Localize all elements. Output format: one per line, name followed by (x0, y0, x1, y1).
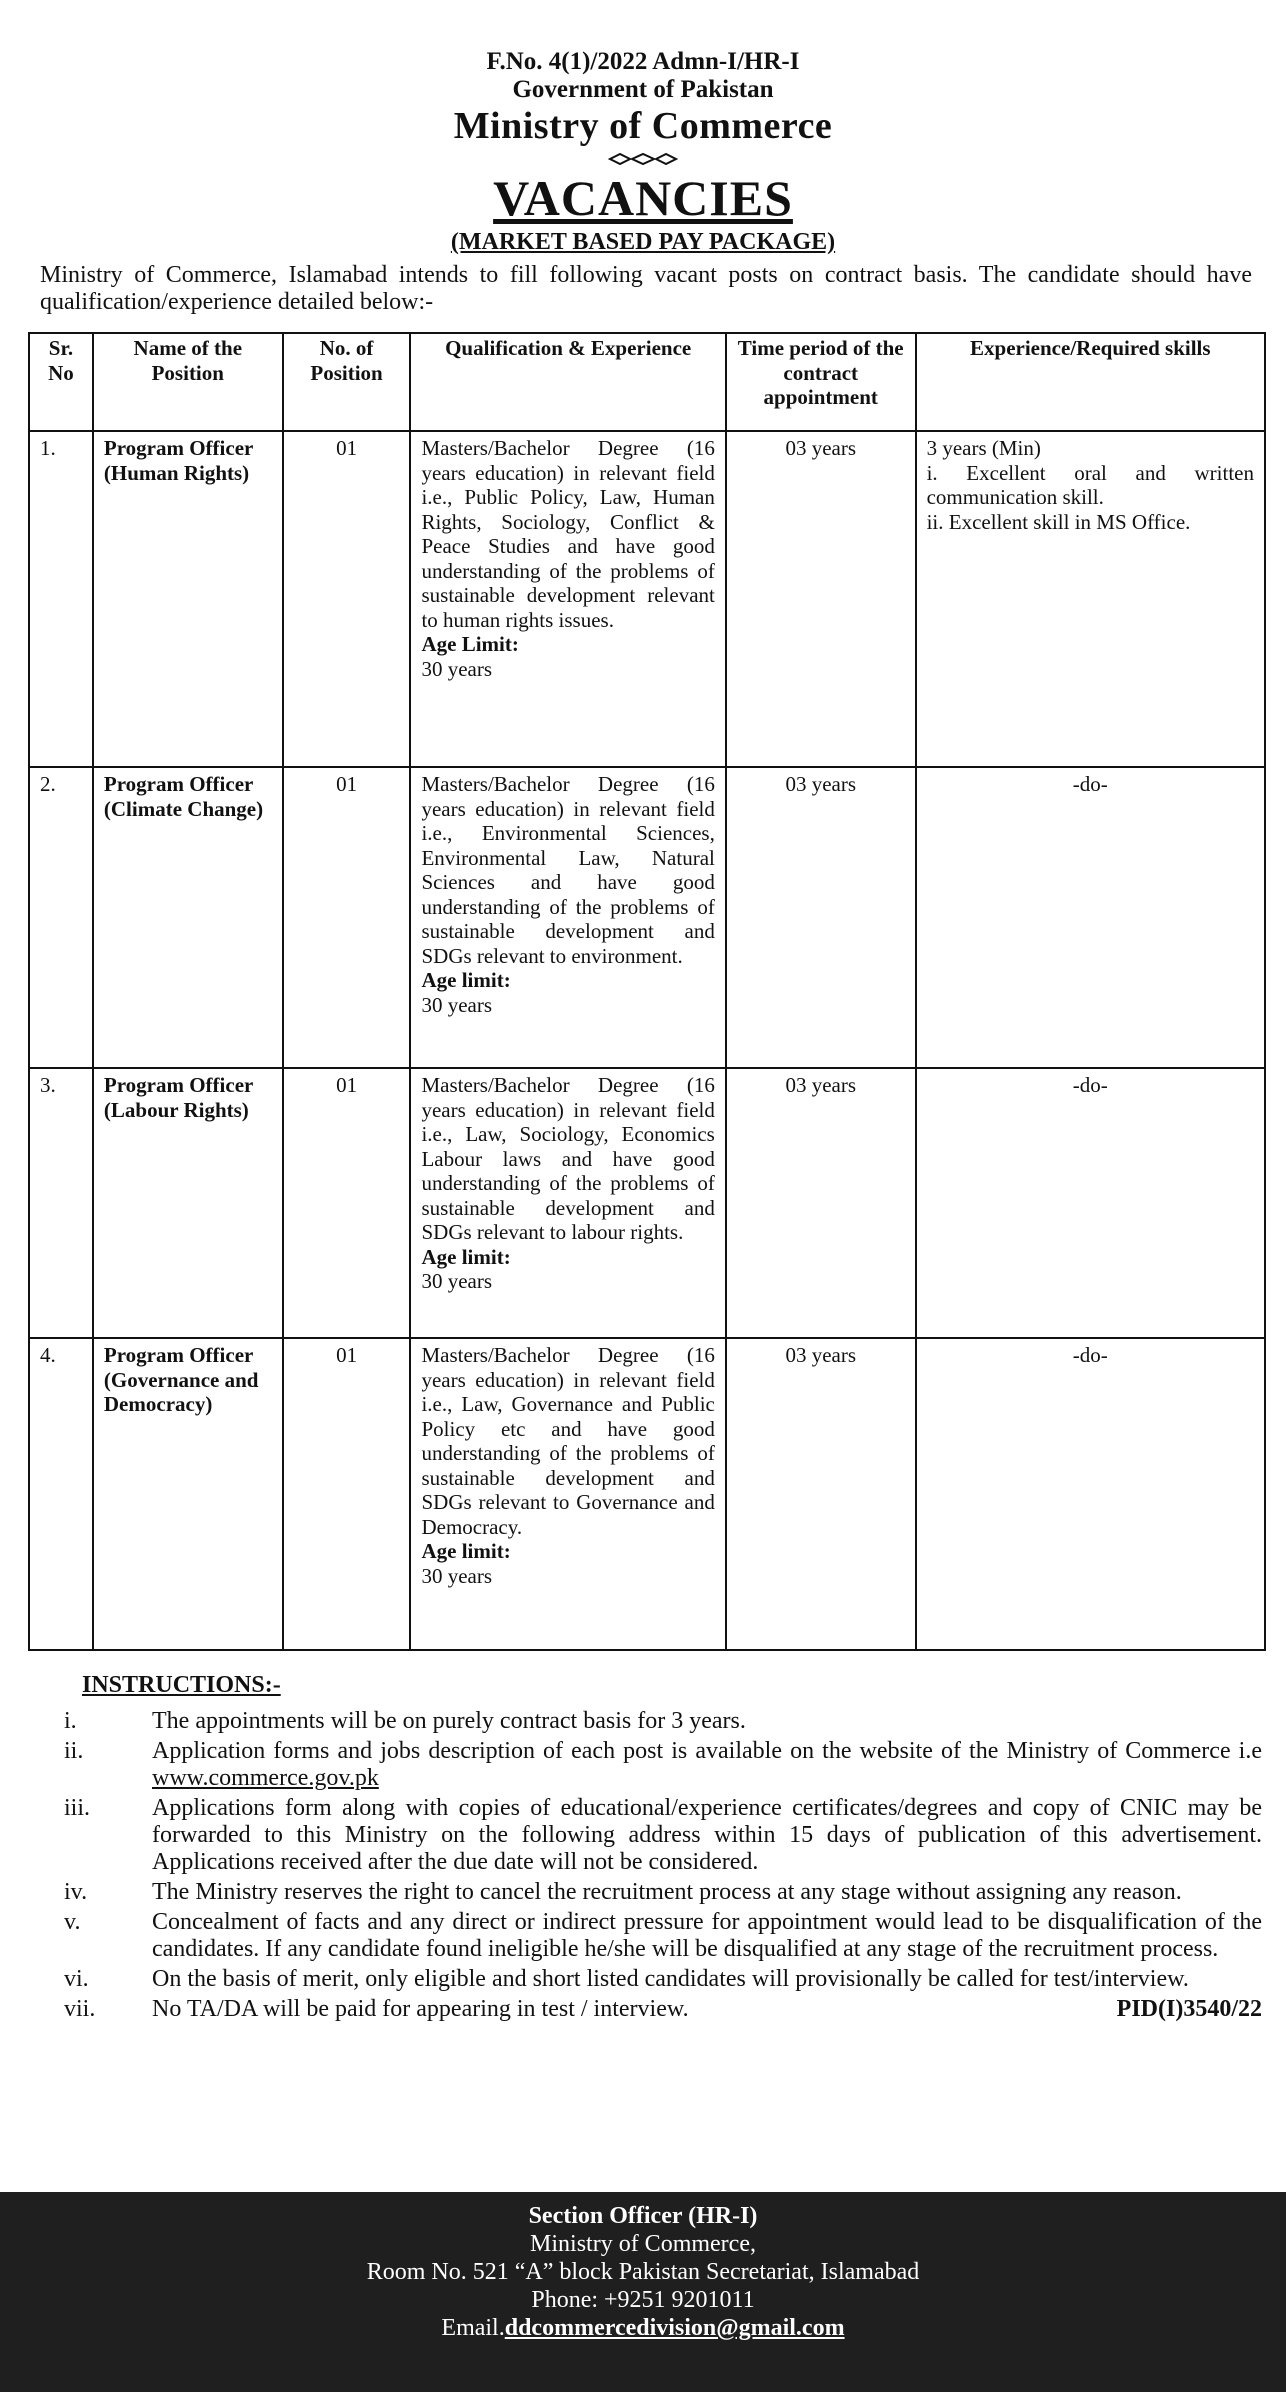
experience-skill-1: i. Excellent oral and written communication skill. (926, 460, 1254, 509)
page-subtitle: (MARKET BASED PAY PACKAGE) (450, 229, 836, 255)
row-time-period: 03 years (726, 767, 916, 1068)
row-qualification (410, 1068, 725, 1338)
header-position-count: No. of Position (283, 333, 411, 431)
row-experience (916, 431, 1265, 767)
instruction-number: iii. (64, 1795, 91, 1821)
row-position-count: 01 (283, 1338, 411, 1650)
row-experience: -do- (916, 1338, 1265, 1650)
row-position-name: Program Officer (Labour Rights) (93, 1068, 283, 1338)
age-limit-value: 30 years (421, 1269, 493, 1293)
age-limit-label: Age limit: (421, 1539, 511, 1563)
header-sr-no: Sr. No (29, 333, 93, 431)
row-position-count: 01 (283, 431, 411, 767)
table-row (29, 1068, 1265, 1338)
row-experience: -do- (916, 1068, 1265, 1338)
list-item (62, 1738, 1262, 1792)
age-limit-value: 30 years (421, 992, 493, 1017)
instruction-number: ii. (64, 1738, 84, 1764)
qualification-text: Masters/Bachelor Degree (16 years education) in relevant field i.e., Law, Sociology, Economics Labour laws and have good understanding of the problems of sustainable development and SDGs relevant to labour rights. (421, 1073, 715, 1244)
qualification-text: Masters/Bachelor Degree (16 years education) in relevant field i.e., Public Policy, Law, Human Rights, Sociology, Conflict & Peace Studies and have good understanding of the problems of sustainable development relevant to human rights issues. (421, 436, 715, 632)
header-experience: Experience/Required skills (916, 333, 1265, 431)
instruction-text (152, 1738, 1262, 1792)
row-time-period: 03 years (726, 431, 916, 767)
table-row (29, 431, 1265, 767)
row-sr-no: 1. (29, 431, 93, 767)
page-title: VACANCIES (493, 170, 793, 226)
experience-min: 3 years (Min) (926, 436, 1041, 460)
list-item (62, 1966, 1262, 1993)
table-header-row (29, 333, 1265, 431)
instruction-text-body: Application forms and jobs description of each post is available on the website of the Ministry of Commerce i.e (152, 1738, 1262, 1764)
table-row (29, 1338, 1265, 1650)
experience-skill-2: ii. Excellent skill in MS Office. (926, 509, 1191, 534)
row-position-name: Program Officer (Climate Change) (93, 767, 283, 1068)
instruction-text: Applications form along with copies of educational/experience certificates/degrees and copy of CNIC may be forwarded to this Ministry on the following address within 15 days of publication of this advertisement. Applications received after the due date will not be considered. (152, 1795, 1262, 1875)
list-item (62, 1909, 1262, 1963)
age-limit-label: Age limit: (421, 968, 511, 992)
instruction-number: vi. (64, 1966, 89, 1992)
row-experience: -do- (916, 767, 1265, 1068)
age-limit-value: 30 years (421, 656, 493, 681)
contact-footer (0, 2192, 1286, 2392)
instruction-text: Concealment of facts and any direct or indirect pressure for appointment would lead to be disqualification of the candidates. If any candidate found ineligible he/she will be disqualified at any stage of the recruitment process. (152, 1909, 1262, 1962)
instruction-text-body: No TA/DA will be paid for appearing in test / interview. (152, 1996, 689, 2022)
footer-address: Room No. 521 “A” block Pakistan Secretariat, Islamabad (366, 2259, 920, 2285)
instructions-title: INSTRUCTIONS:- (82, 1672, 281, 1698)
row-qualification (410, 767, 725, 1068)
qualification-text: Masters/Bachelor Degree (16 years education) in relevant field i.e., Environmental Sciences, Environmental Law, Natural Sciences and have good understanding of the problems of sustainable development and SDGs relevant to environment. (421, 772, 715, 968)
ministry-name: Ministry of Commerce (453, 105, 833, 147)
list-item (62, 1996, 1262, 2023)
instructions-list (62, 1708, 1262, 2026)
row-position-count: 01 (283, 767, 411, 1068)
ornament-icon (0, 148, 1286, 170)
row-sr-no: 2. (29, 767, 93, 1068)
age-limit-value: 30 years (421, 1563, 493, 1588)
header-qualification: Qualification & Experience (410, 333, 725, 431)
row-sr-no: 4. (29, 1338, 93, 1650)
footer-phone: Phone: +9251 9201011 (531, 2287, 755, 2313)
footer-email (0, 2314, 1286, 2342)
instruction-number: vii. (64, 1996, 96, 2022)
email-label: Email. (441, 2315, 505, 2341)
age-limit-label: Age limit: (421, 1244, 511, 1269)
qualification-text: Masters/Bachelor Degree (16 years education) in relevant field i.e., Law, Governance and Public Policy etc and have good understanding of the problems of sustainable development and SDGs relevant to Governance and Democracy. (421, 1343, 715, 1539)
intro-paragraph: Ministry of Commerce, Islamabad intends to fill following vacant posts on contract basis. The candidate should have qualification/experience detailed below:- (40, 262, 1252, 315)
row-position-name: Program Officer (Human Rights) (93, 431, 283, 767)
list-item (62, 1708, 1262, 1735)
government-name: Government of Pakistan (512, 76, 774, 103)
row-qualification (410, 431, 725, 767)
row-qualification (410, 1338, 725, 1650)
age-limit-label: Age Limit: (421, 632, 519, 656)
instruction-number: v. (64, 1909, 81, 1935)
instruction-text: On the basis of merit, only eligible and short listed candidates will provisionally be called for test/interview. (152, 1966, 1189, 1992)
file-number: F.No. 4(1)/2022 Admn-I/HR-I (486, 48, 800, 75)
footer-ministry: Ministry of Commerce, (530, 2231, 756, 2257)
table-row (29, 767, 1265, 1068)
instruction-text: The Ministry reserves the right to cancel the recruitment process at any stage without assigning any reason. (152, 1879, 1182, 1905)
list-item (62, 1879, 1262, 1906)
instruction-number: iv. (64, 1879, 88, 1905)
row-position-count: 01 (283, 1068, 411, 1338)
instruction-number: i. (64, 1708, 77, 1734)
email-link[interactable]: ddcommercedivision@gmail.com (504, 2315, 845, 2341)
row-time-period: 03 years (726, 1068, 916, 1338)
footer-title: Section Officer (HR-I) (528, 2203, 758, 2229)
header-position-name: Name of the Position (93, 333, 283, 431)
header-time-period: Time period of the contract appointment (726, 333, 916, 431)
row-position-name: Program Officer (Governance and Democracy) (93, 1338, 283, 1650)
vacancies-table (28, 332, 1266, 1651)
header (0, 48, 1286, 256)
instruction-text: The appointments will be on purely contract basis for 3 years. (152, 1708, 746, 1734)
website-link[interactable]: www.commerce.gov.pk (152, 1765, 379, 1791)
list-item (62, 1795, 1262, 1876)
instruction-text (152, 1996, 1262, 2023)
row-sr-no: 3. (29, 1068, 93, 1338)
row-time-period: 03 years (726, 1338, 916, 1650)
pid-code: PID(I)3540/22 (1116, 1996, 1262, 2022)
